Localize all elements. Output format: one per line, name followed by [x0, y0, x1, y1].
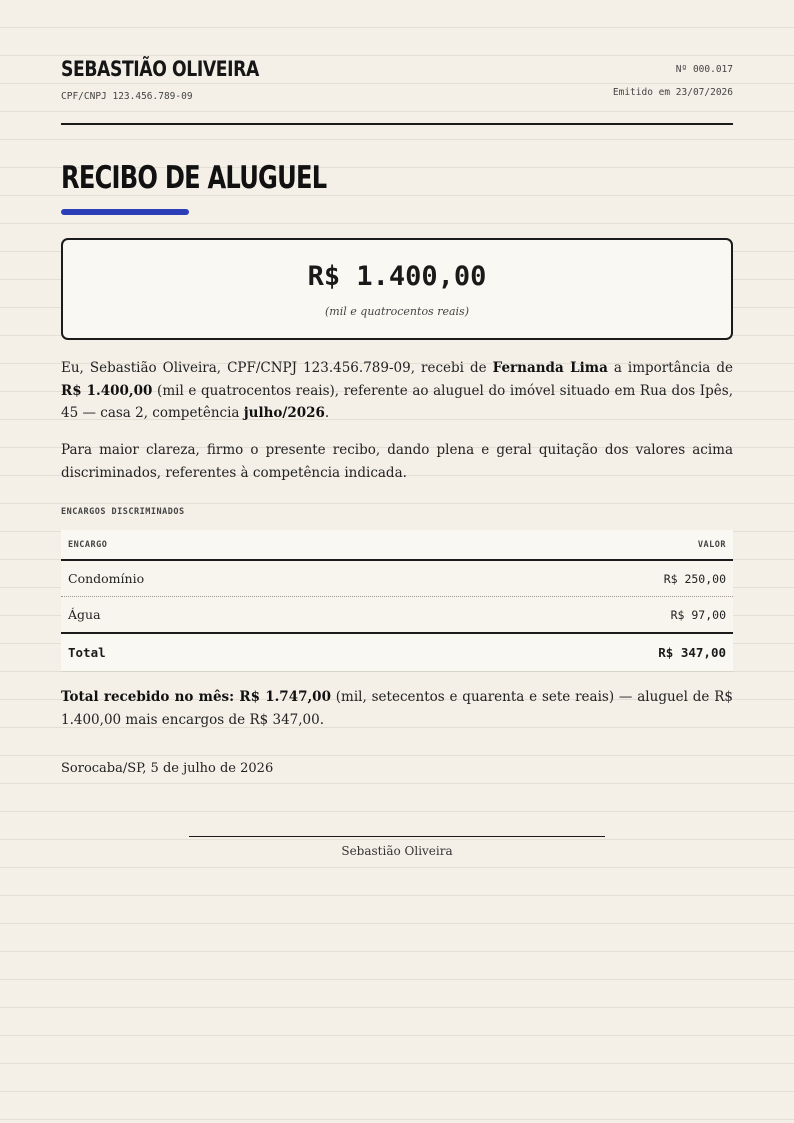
- column-header-value: VALOR: [697, 540, 726, 550]
- statement-text: (mil e quatrocentos reais), referente ao aluguel do imóvel situado em Rua dos Ipês, 45 — casa 2, competência: [61, 382, 733, 421]
- clearance-paragraph: Para maior clareza, firmo o presente recibo, dando plena e geral quitação dos valores acima discriminados, referentes à competência indicada.: [61, 442, 733, 481]
- charge-name: Condomínio: [68, 571, 145, 586]
- charge-name: Água: [68, 607, 101, 622]
- column-header-item: ENCARGO: [68, 540, 108, 550]
- table-header: [61, 530, 733, 561]
- header-divider: [61, 123, 733, 125]
- receipt-statement: [61, 357, 733, 425]
- table-total-row: [61, 634, 733, 672]
- issue-date: Emitido em 23/07/2026: [612, 87, 733, 98]
- charge-value: R$ 97,00: [670, 608, 726, 622]
- amount-box: [61, 238, 733, 340]
- statement-amount: R$ 1.400,00: [61, 382, 153, 399]
- signature-line: [189, 836, 605, 837]
- charges-section-label: ENCARGOS DISCRIMINADOS: [61, 507, 185, 517]
- summary-text: (mil, setecentos e quarenta e sete reais) — aluguel de R$ 1.400,00 mais encargos de R$ 347,00.: [61, 689, 733, 728]
- total-value: R$ 347,00: [658, 645, 726, 660]
- charge-value: R$ 250,00: [663, 572, 726, 586]
- table-row: [61, 597, 733, 634]
- charges-table: [61, 530, 733, 672]
- amount-value: R$ 1.400,00: [307, 261, 487, 292]
- summary-amount: R$ 1.747,00: [239, 689, 331, 705]
- issuer-document: CPF/CNPJ 123.456.789-09: [61, 91, 193, 102]
- summary-label: Total recebido no mês:: [61, 689, 240, 705]
- payer-name: Fernanda Lima: [492, 360, 608, 376]
- monthly-total-summary: [61, 686, 733, 731]
- table-row: [61, 561, 733, 597]
- reference-period: julho/2026: [243, 405, 325, 421]
- statement-text: .: [324, 405, 330, 421]
- document-title: RECIBO DE ALUGUEL: [61, 160, 327, 196]
- title-accent-bar: [61, 209, 189, 215]
- issuer-name: SEBASTIÃO OLIVEIRA: [61, 57, 259, 81]
- statement-text: a importância de: [607, 360, 733, 376]
- total-label: Total: [68, 645, 106, 660]
- receipt-number: Nº 000.017: [675, 64, 733, 75]
- signatory-name: Sebastião Oliveira: [341, 844, 453, 858]
- statement-text: Eu, Sebastião Oliveira, CPF/CNPJ 123.456.789-09, recebi de: [61, 360, 493, 376]
- amount-in-words: (mil e quatrocentos reais): [325, 305, 469, 318]
- place-and-date: Sorocaba/SP, 5 de julho de 2026: [61, 761, 274, 776]
